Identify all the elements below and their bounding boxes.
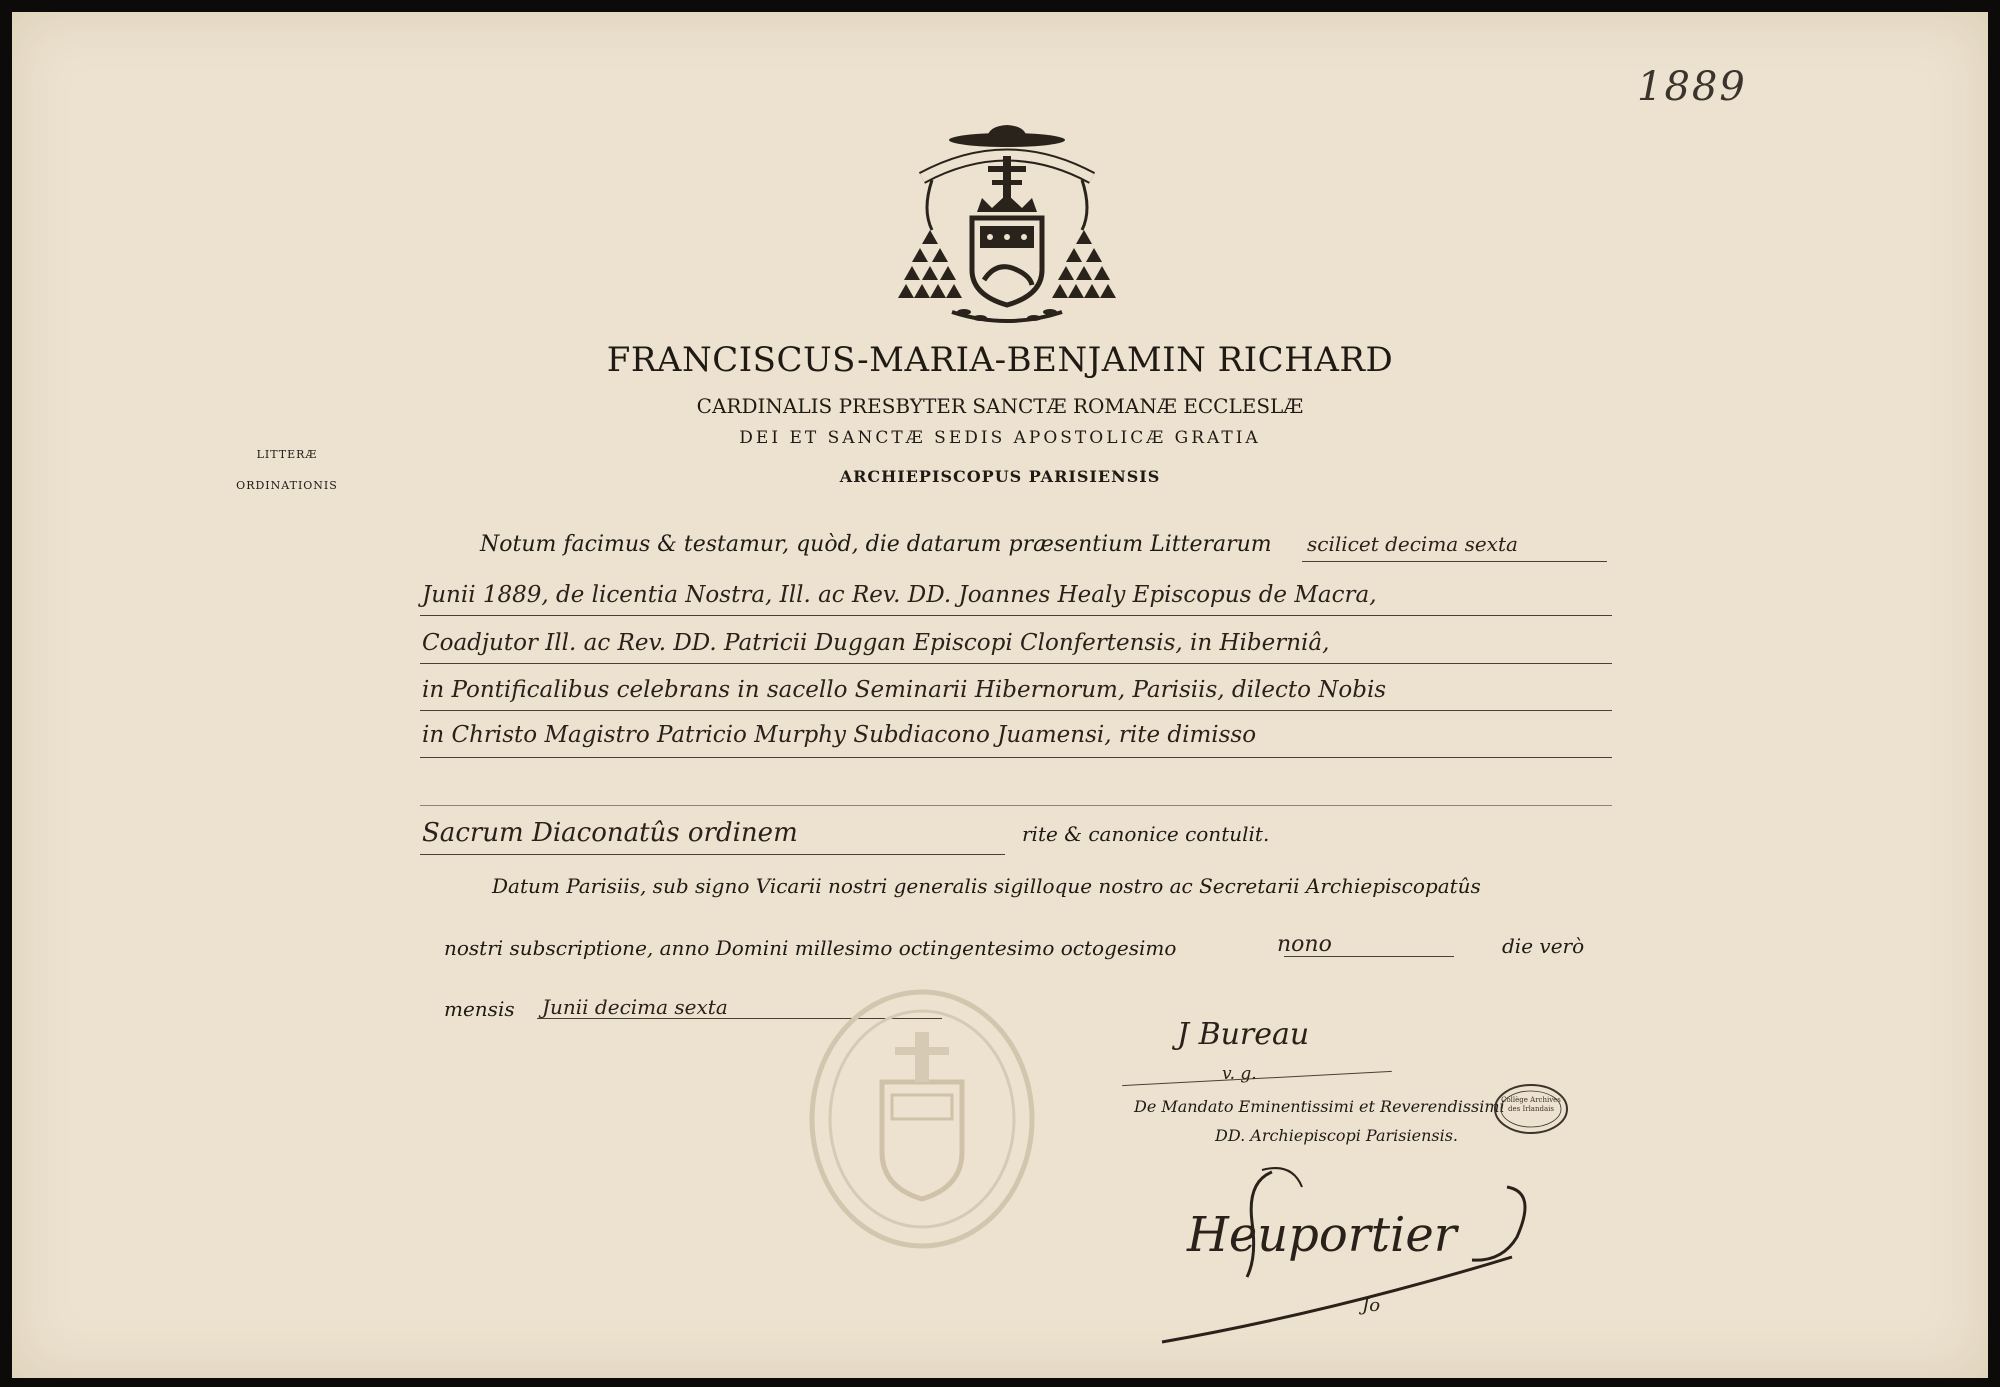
secretary-initials: Jo [1362, 1295, 1381, 1316]
order-printed: rite & canonice contulit. [1022, 822, 1270, 846]
header-line-2: DEI ET SANCTÆ SEDIS APOSTOLICÆ GRATIA [739, 428, 1261, 448]
datum-month-hand: Junii decima sexta [542, 995, 728, 1019]
body-hand-line-5: in Christo Magistro Patricio Murphy Subdiacono Juamensi, rite dimisso [422, 722, 1257, 748]
datum-mensis: mensis [444, 997, 515, 1021]
year-annotation: 1889 [1637, 64, 1747, 110]
side-label-ordinationis: ORDINATIONIS [236, 479, 338, 492]
datum-die-vero: die verò [1502, 934, 1585, 958]
datum-year-hand: nono [1277, 932, 1332, 957]
secretary-signature: Heuportier [1187, 1207, 1457, 1263]
vicar-vg: v. g. [1222, 1064, 1257, 1084]
datum-line-1: Datum Parisiis, sub signo Vicarii nostri generalis sigilloque nostro ac Secretarii Archiepiscopatûs [492, 874, 1481, 898]
mandate-line-1: De Mandato Eminentissimi et Reverendissimi [1134, 1097, 1505, 1116]
body-hand-line-1: scilicet decima sexta [1307, 532, 1518, 556]
body-hand-line-4: in Pontificalibus celebrans in sacello Seminarii Hibernorum, Parisiis, dilecto Nobis [422, 677, 1387, 703]
body-hand-line-2: Junii 1889, de licentia Nostra, Ill. ac Rev. DD. Joannes Healy Episcopus de Macra, [422, 582, 1377, 608]
header-line-3: ARCHIEPISCOPUS PARISIENSIS [839, 467, 1161, 486]
document-sheet [12, 12, 1988, 1378]
signature-flourish [1152, 1152, 1552, 1352]
mandate-line-2: DD. Archiepiscopi Parisiensis. [1215, 1126, 1458, 1145]
embossed-seal [807, 987, 1037, 1252]
cardinal-name: FRANCISCUS-MARIA-BENJAMIN RICHARD [606, 340, 1394, 380]
order-conferred: Sacrum Diaconatûs ordinem [422, 818, 798, 848]
body-hand-line-3: Coadjutor Ill. ac Rev. DD. Patricii Duggan Episcopi Clonfertensis, in Hiberniâ, [422, 630, 1330, 656]
datum-line-2: nostri subscriptione, anno Domini millesimo octingentesimo octogesimo [444, 936, 1177, 960]
header-line-1: CARDINALIS PRESBYTER SANCTÆ ROMANÆ ECCLESLÆ [696, 394, 1304, 418]
vicar-signature: J Bureau [1177, 1017, 1310, 1052]
coat-of-arms-emblem [892, 120, 1122, 330]
side-label-litterae: LITTERÆ [256, 448, 318, 461]
body-printed-line-1: Notum facimus & testamur, quòd, die datarum præsentium Litterarum [480, 532, 1272, 557]
archive-stamp-text: Collège Archives des Irlandais [1501, 1096, 1561, 1113]
